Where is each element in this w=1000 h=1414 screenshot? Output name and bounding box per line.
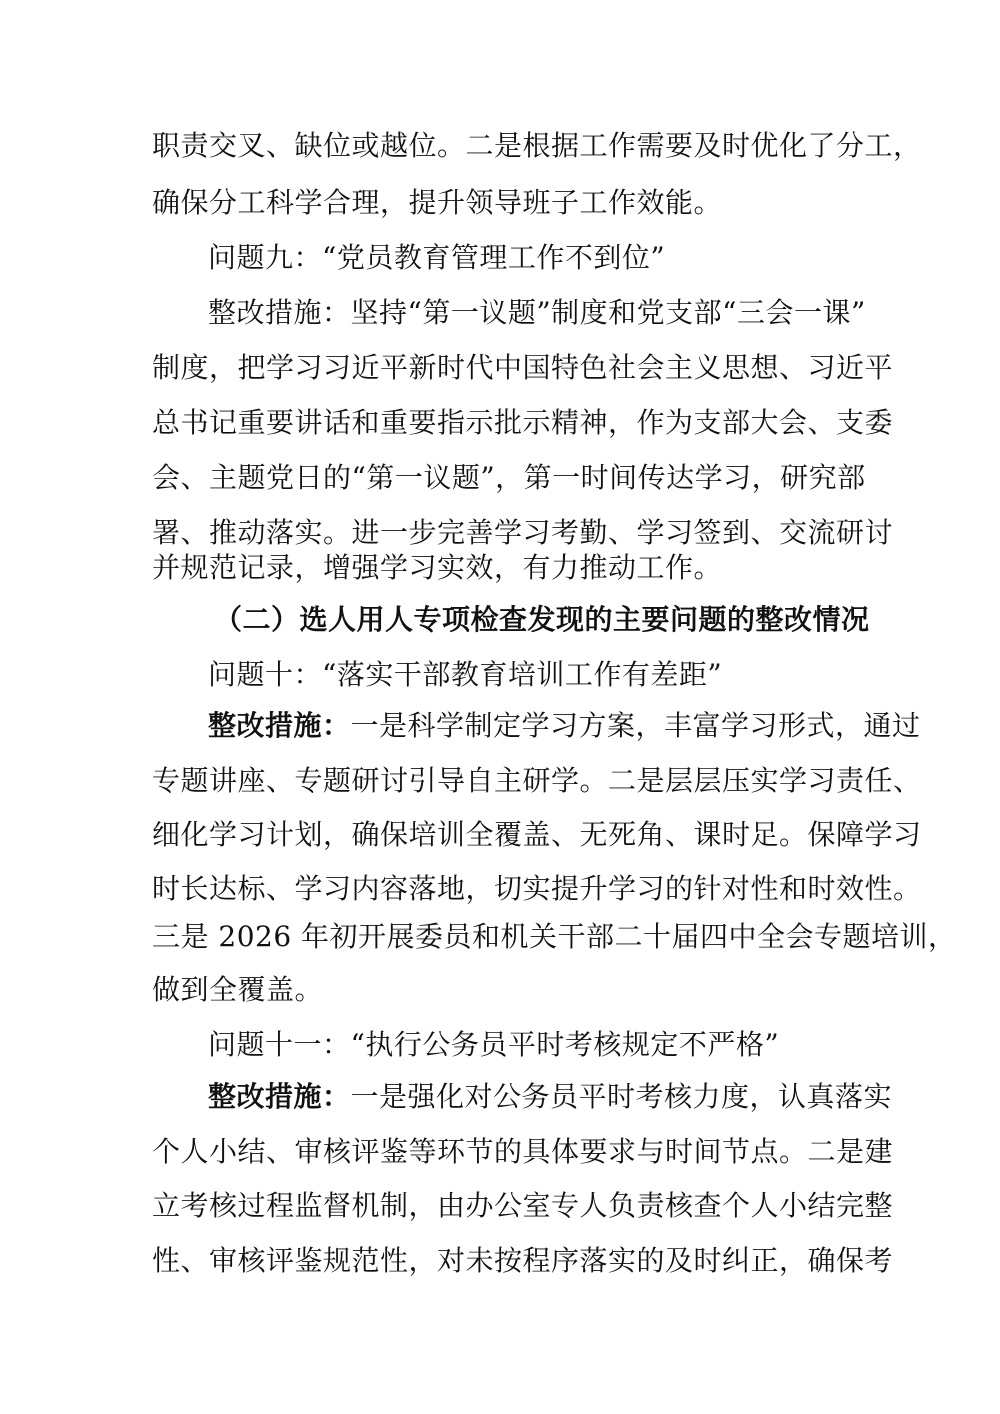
paragraph-line: 专题讲座、专题研讨引导自主研学。二是层层压实学习责任、	[152, 764, 922, 797]
paragraph-line: 并规范记录，增强学习实效，有力推动工作。	[152, 551, 723, 584]
problem-nine-title: 问题九：“党员教育管理工作不到位”	[208, 241, 666, 274]
paragraph-line	[208, 1077, 908, 1117]
paragraph-text: 一是科学制定学习方案，丰富学习形式，通过	[350, 709, 921, 742]
paragraph-line: 署、推动落实。进一步完善学习考勤、学习签到、交流研讨	[152, 516, 894, 549]
paragraph-line: 三是 2026 年初开展委员和机关干部二十届四中全会专题培训，	[152, 920, 957, 953]
rectification-label: 整改措施：	[208, 1080, 351, 1113]
paragraph-line: 整改措施：坚持“第一议题”制度和党支部“三会一课”	[208, 296, 866, 329]
paragraph-line: 细化学习计划，确保培训全覆盖、无死角、课时足。保障学习	[152, 818, 922, 851]
paragraph-line: 做到全覆盖。	[152, 973, 324, 1006]
rectification-label: 整改措施：	[208, 709, 351, 742]
paragraph-line: 立考核过程监督机制，由办公室专人负责核查个人小结完整	[152, 1189, 894, 1222]
paragraph-line: 制度，把学习习近平新时代中国特色社会主义思想、习近平	[152, 351, 894, 384]
paragraph-line	[208, 706, 921, 746]
paragraph-line: 个人小结、审核评鉴等环节的具体要求与时间节点。二是建	[152, 1135, 894, 1168]
paragraph-line: 性、审核评鉴规范性，对未按程序落实的及时纠正，确保考	[152, 1244, 894, 1277]
problem-eleven-title: 问题十一：“执行公务员平时考核规定不严格”	[208, 1028, 780, 1061]
section-heading: （二）选人用人专项检查发现的主要问题的整改情况	[214, 603, 870, 636]
paragraph-line: 会、主题党日的“第一议题”，第一时间传达学习，研究部	[152, 461, 866, 494]
paragraph-line: 职责交叉、缺位或越位。二是根据工作需要及时优化了分工，	[152, 129, 922, 162]
paragraph-line: 确保分工科学合理，提升领导班子工作效能。	[152, 186, 723, 219]
paragraph-line: 时长达标、学习内容落地，切实提升学习的针对性和时效性。	[152, 872, 922, 905]
problem-ten-title: 问题十：“落实干部教育培训工作有差距”	[208, 658, 723, 691]
paragraph-text: 一是强化对公务员平时考核力度，认真落实	[350, 1080, 893, 1113]
paragraph-line: 总书记重要讲话和重要指示批示精神，作为支部大会、支委	[152, 406, 894, 439]
